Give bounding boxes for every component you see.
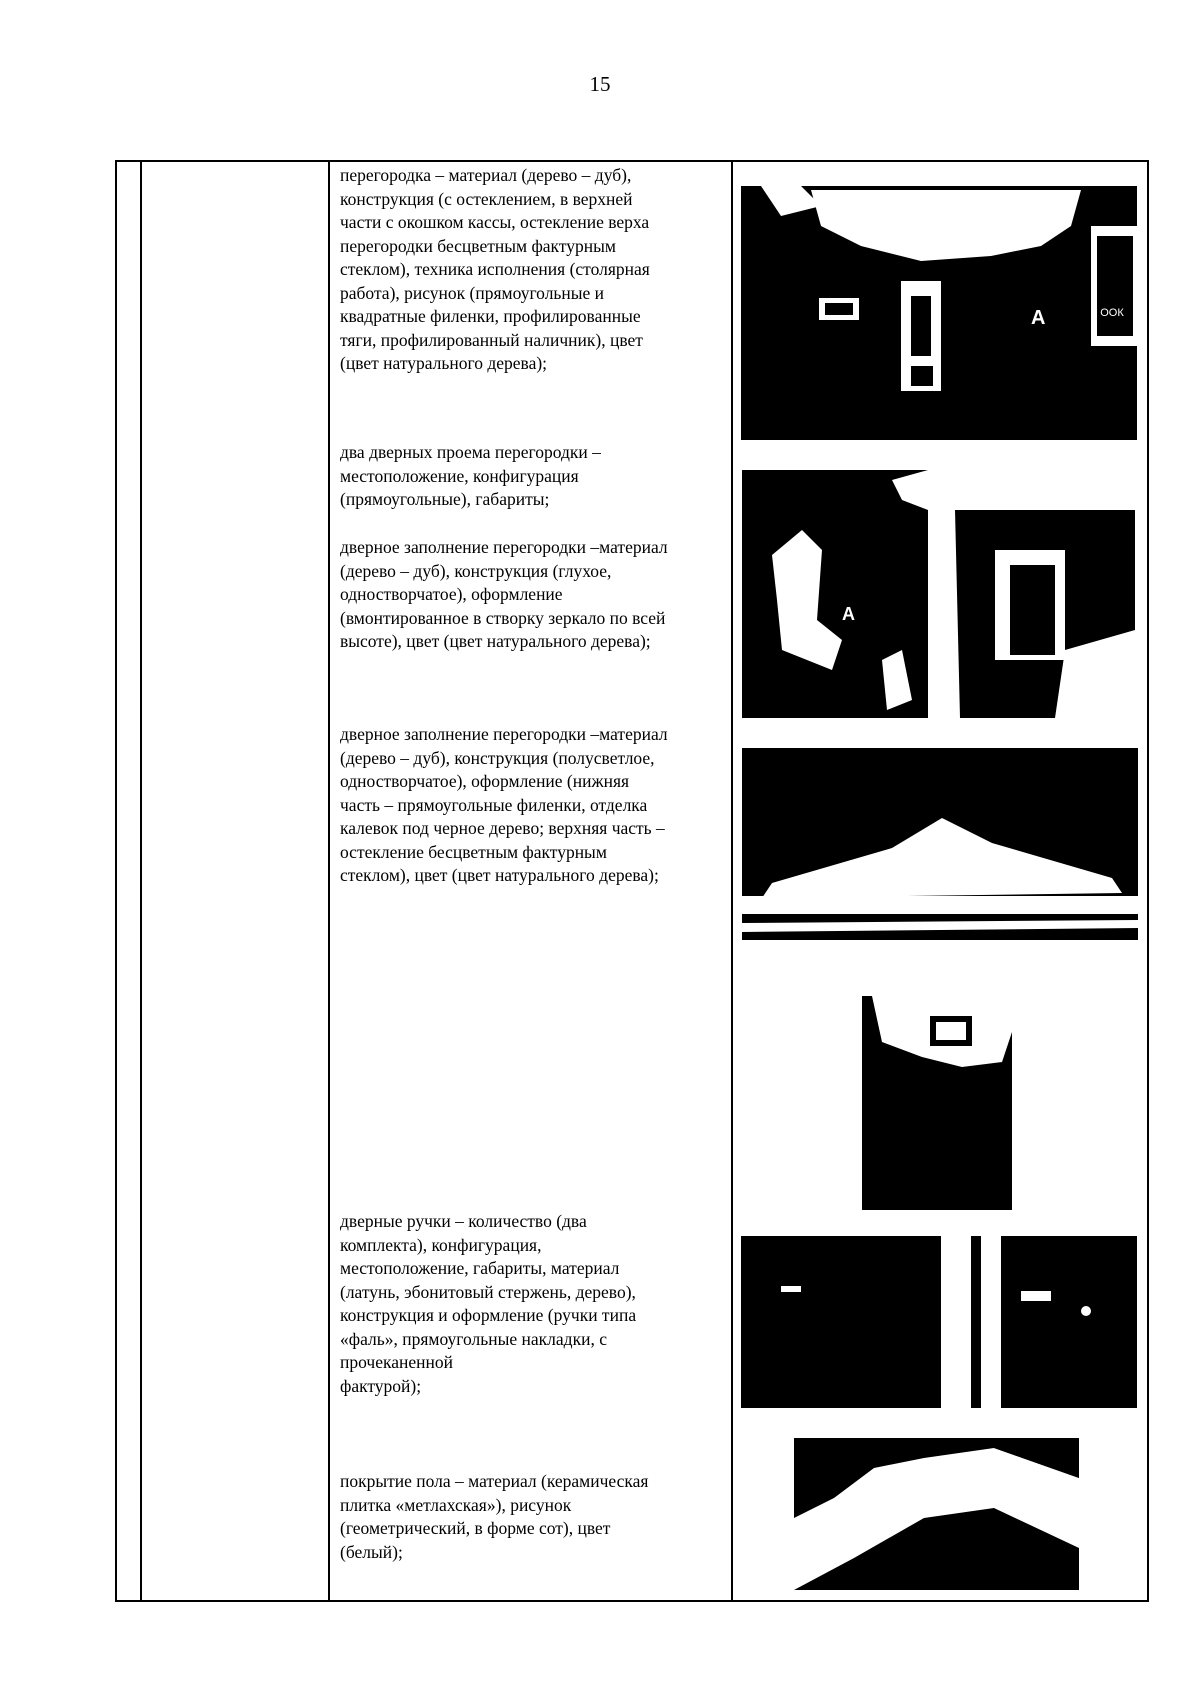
photo-doorway-right [935,480,1135,718]
item-door-handles-text: дверные ручки – количество (два комплекта), конфигурация, местоположение, габариты, материал (латунь, эбонитовый стержень, дерево), конструкция и оформление (ручки типа «фаль», прямоугольные накладки, с прочеканенной фактурой); [340,1211,637,1396]
partition-side-label: ООК [1100,307,1124,319]
item-door-mirror-text: дверное заполнение перегородки –материал (дерево – дуб), конструкция (глухое, одностворчатое), оформление (вмонтированное в створку зеркало по всей высоте), цвет (цвет натурального дерева); [340,537,668,651]
photo-doorway-left [742,470,928,718]
item-door-glazed-text: дверное заполнение перегородки –материал (дерево – дуб), конструкция (полусветлое, одностворчатое), оформление (нижняя часть – прямоугольные филенки, отделка калевок под черное дерево; верхняя часть – остекление бесцветным фактурным стеклом), цвет (цвет натурального дерева); [340,724,668,885]
item-doorways-text: два дверных проема перегородки – местоположение, конфигурация (прямоугольные), габариты; [340,442,601,509]
page-number: 15 [589,72,611,96]
column-divider-2 [328,160,330,1602]
item-floor-text: покрытие пола – материал (керамическая плитка «метлахская»), рисунок (геометрический, в форме сот), цвет (белый); [340,1471,649,1562]
photo-floor [794,1438,1079,1590]
column-divider-1 [140,160,142,1602]
photo-glazed-door [742,748,1138,940]
photo-door-handles [741,1236,1137,1408]
doorway-sign-letter: A [842,604,855,624]
partition-sign-letter: A [1031,307,1046,329]
photo-door-mirror [862,972,1012,1210]
item-partition-text: перегородка – материал (дерево – дуб), конструкция (с остеклением, в верхней части с окошком кассы, остекление верха перегородки бесцветным фактурным стеклом), техника исполнения (столярная работа), рисунок (прямоугольные и квадратные филенки, профилированные тяги, профилированный наличник), цвет (цвет натурального дерева); [340,165,650,373]
column-divider-3 [731,160,733,1602]
photo-partition [741,186,1137,440]
